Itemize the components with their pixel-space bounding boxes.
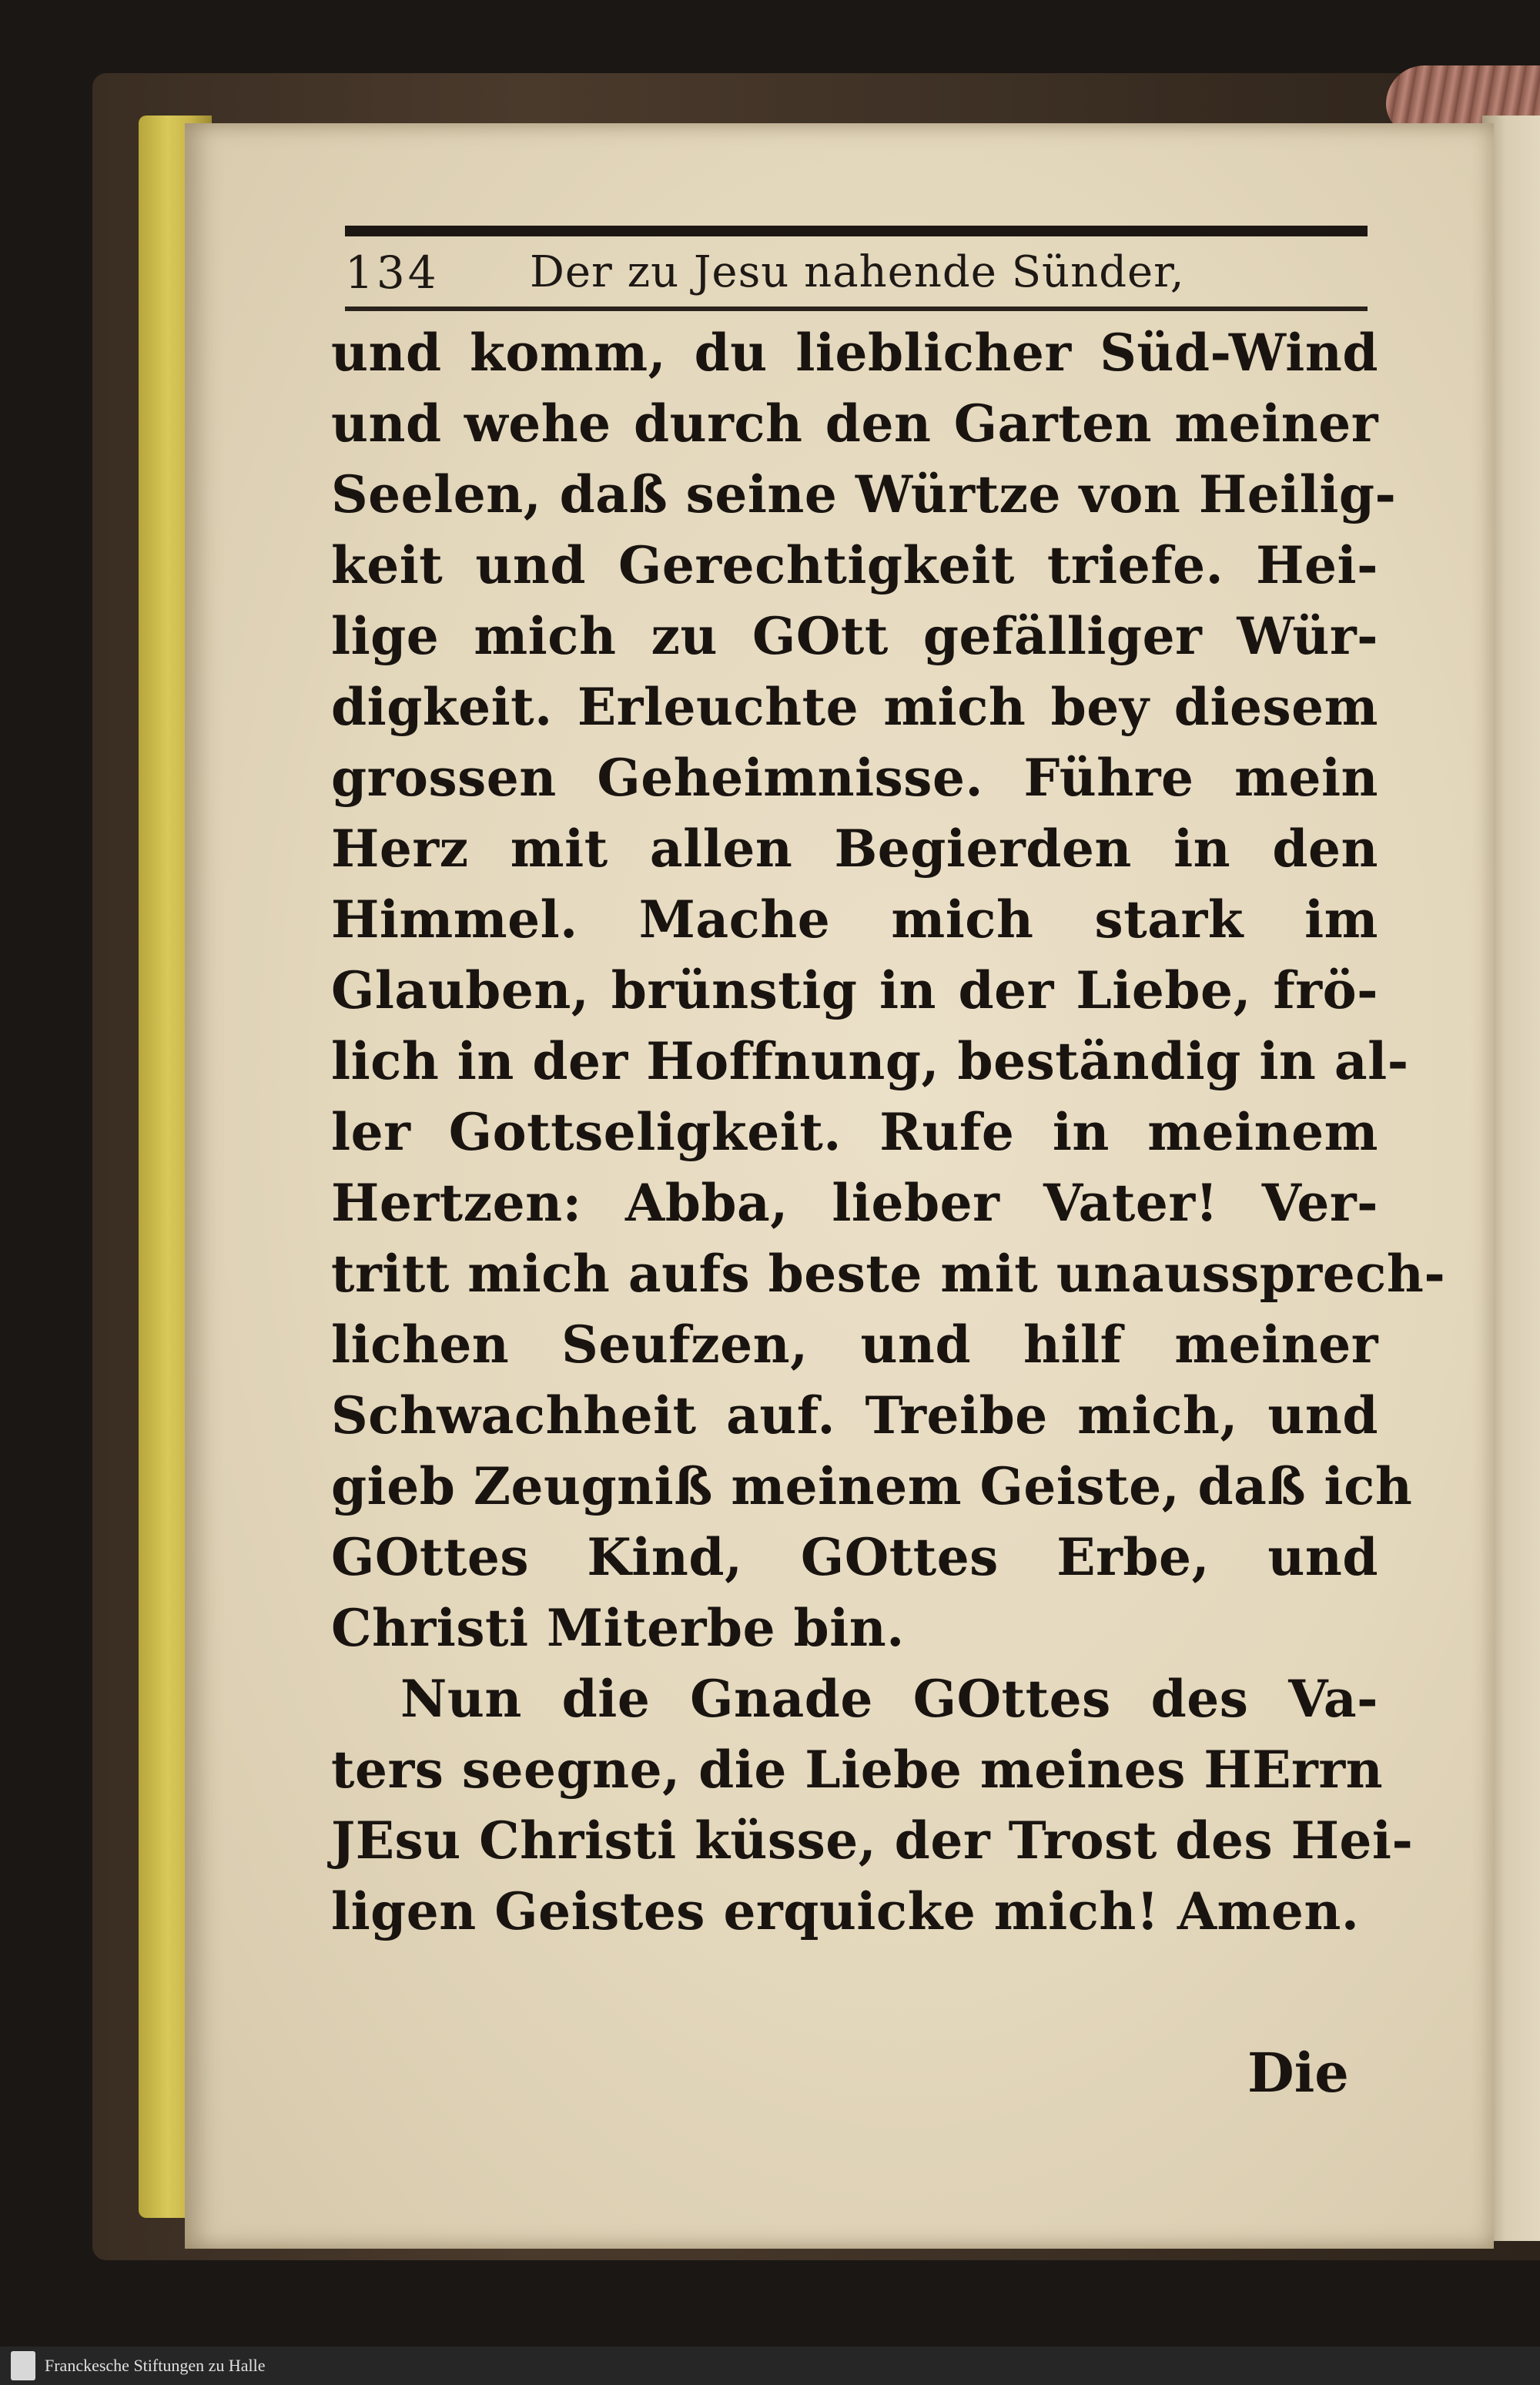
institution-logo-icon — [11, 2351, 35, 2380]
footer-credit: Franckesche Stiftungen zu Halle — [45, 2356, 266, 2375]
body-text — [331, 317, 1446, 1947]
text-line: Hertzen: Abba, lieber Vater! Ver- — [331, 1173, 1378, 1233]
text-line: tritt mich aufs beste mit unaussprech- — [331, 1244, 1446, 1304]
text-line: grossen Geheimnisse. Führe mein — [331, 748, 1378, 808]
text-line: lige mich zu GOtt gefälliger Wür- — [331, 606, 1378, 666]
text-line: und komm, du lieblicher Süd-Wind — [331, 323, 1378, 383]
text-line: und wehe durch den Garten meiner — [331, 394, 1378, 454]
header-rule-top — [345, 226, 1368, 236]
running-head-title: Der zu Jesu nahende Sünder, — [530, 247, 1185, 297]
text-line: ters seegne, die Liebe meines HErrn — [331, 1740, 1384, 1800]
text-line: lich in der Hoffnung, beständig in al- — [331, 1031, 1409, 1091]
page-number: 134 — [345, 246, 440, 299]
text-line: Herz mit allen Begierden in den — [331, 819, 1378, 879]
running-header — [345, 239, 1368, 306]
text-line: Glauben, brünstig in der Liebe, frö- — [331, 960, 1378, 1020]
text-line: ler Gottseligkeit. Rufe in meinem — [331, 1102, 1378, 1162]
text-line: Nun die Gnade GOttes des Va- — [400, 1669, 1378, 1729]
text-line: keit und Gerechtigkeit triefe. Hei- — [331, 535, 1378, 595]
text-line: JEsu Christi küsse, der Trost des Hei- — [331, 1811, 1414, 1871]
text-line: lichen Seufzen, und hilf meiner — [331, 1315, 1378, 1375]
text-line: gieb Zeugniß meinem Geiste, daß ich — [331, 1456, 1413, 1516]
catchword: Die — [1247, 2041, 1349, 2105]
text-line: digkeit. Erleuchte mich bey diesem — [331, 677, 1378, 737]
text-line: Christi Miterbe bin. — [331, 1598, 905, 1658]
text-line: GOttes Kind, GOttes Erbe, und — [331, 1527, 1378, 1587]
footer-bar — [0, 2346, 1540, 2385]
text-line: Seelen, daß seine Würtze von Heilig- — [331, 464, 1397, 524]
text-line: ligen Geistes erquicke mich! Amen. — [331, 1881, 1360, 1941]
text-line: Schwachheit auf. Treibe mich, und — [331, 1385, 1378, 1445]
header-rule-bottom — [345, 306, 1368, 311]
text-line: Himmel. Mache mich stark im — [331, 889, 1378, 950]
